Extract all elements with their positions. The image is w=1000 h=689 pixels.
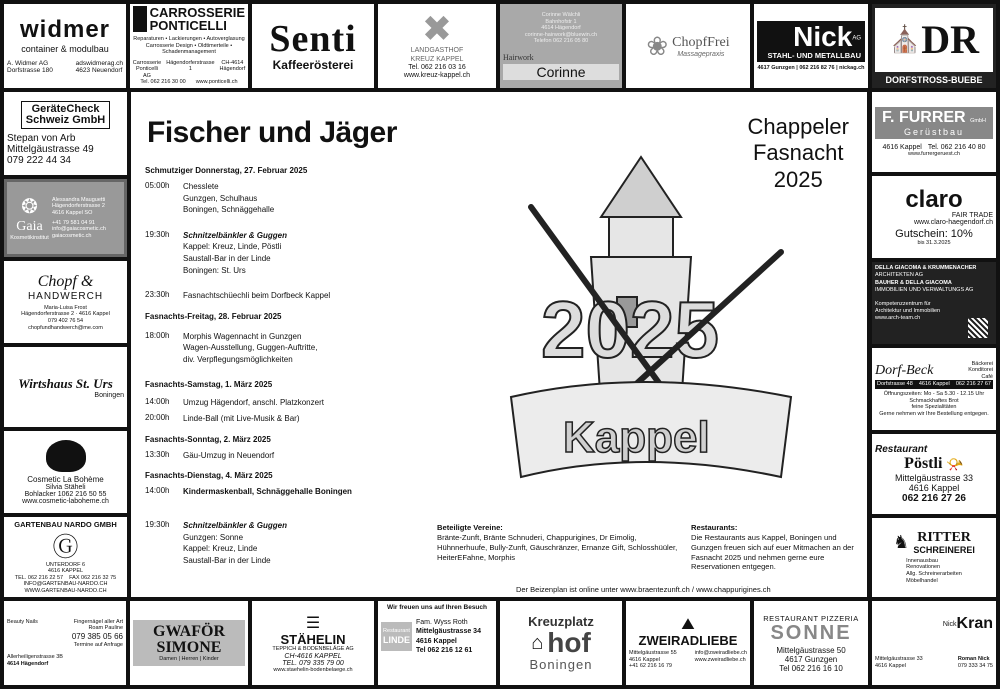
event-row: 14:00h Umzug Hägendorf, anschl. Platzkonzert (145, 396, 324, 407)
beizenplan-link[interactable]: Der Beizenplan ist online unter www.braentezunft.ch / www.chappurigines.ch (516, 585, 771, 594)
event-row: 14:00h Kindermaskenball, Schnäggehalle Boningen (145, 486, 352, 497)
logo-word: Kappel (563, 413, 710, 462)
ad-f-furrer: F. FURRER GmbH Gerüstbau 4616 Kappel Tel. 062 216 40 80 www.furrergeruest.ch (872, 92, 996, 172)
ad-chopf-handwerk: Chopf & HANDWERCH Maria-Luisa Frost Hägendorferstrasse 2 · 4616 Kappel 079 402 76 54 chopfundhandwerch@me.com (4, 261, 127, 343)
ad-corinne: Corinne Wälchli Bahnhofstr 1 4614 Hägendorf corinne-hairwork@bluewin.ch Telefon 062 216 05 80 Hairwork Corinne (500, 4, 622, 88)
ad-beauty-nails: Beauty Nails Fingernägel aller Art Roam Pauline 079 385 05 66 Termine auf Anfrage Allerheiligenstrasse 3B 4614 Hägendorf (4, 601, 126, 685)
fasnacht-illustration (491, 147, 801, 487)
logo-year: 2025 (541, 285, 719, 374)
cross-icon: ✖ (421, 8, 453, 50)
ad-wirtshaus-st-urs: Wirtshaus St. Urs Boningen (4, 347, 127, 427)
ad-dorf-beck: Dorf-Beck Bäckerei Konditorei Café Dorfstrasse 48 4616 Kappel 062 216 27 67 Öffnungszeiten: Mo - Sa 5.30 - 12.15 Uhr Schmackhaftes Brot feine Spezialitäten Gerne nehmen wir Ihre Bestellung entgegen. (872, 348, 996, 430)
day-heading: Fasnachts-Samstag, 1. März 2025 (145, 379, 273, 389)
qr-code-icon (968, 318, 988, 338)
posthorn-icon: 📯 (946, 455, 964, 472)
ad-chopffrei: ❀ ChopfFrei Massagepraxis (626, 4, 750, 88)
ponticelli-logo-icon (133, 6, 147, 32)
barn-icon: ⌂ (531, 631, 544, 654)
event-row: 18:00h Morphis Wagennacht in Gunzgen Wagen-Ausstellung, Guggen-Auftritte, div. Verpflegungsmöglichkeiten (145, 330, 318, 364)
ad-gaia: ❂ Gaia Kosmetikinstitut Alessandra Mauguetti Hägendorferstrasse 2 4616 Kappel SO +41 79 581 04 91 info@gaiacosmetic.ch gaiacosmetic.ch (4, 179, 127, 257)
event-row: 05:00h Chesslete Gunzgen, Schulhaus Boningen, Schnäggehalle (145, 181, 275, 215)
restaurants-section: Restaurants: Die Restaurants aus Kappel, Boningen und Gunzgen freuen sich auf euer Mitmachen an der Fasnacht 2025 und nehmen gerne eure Reservationen entgegen. (691, 523, 854, 572)
day-heading: Fasnachts-Freitag, 28. Februar 2025 (145, 311, 282, 321)
ad-carrosserie-ponticelli: CARROSSERIE PONTICELLI Reparaturen • Lackierungen • Autoverglasung Carrosserie Design • Oldtimerteile • Schadenmanagement Carrosserie Ponticelli AG Hägendorferstrasse 1 CH-4614 Hägendorf Tel. 062 216 30 00 www.ponticelli.ch (130, 4, 248, 88)
nardo-logo-icon: Ⓖ (52, 532, 79, 562)
church-icon: ⛪ (888, 24, 922, 54)
day-heading: Fasnachts-Sonntag, 2. März 2025 (145, 434, 271, 444)
ad-zweiradliebe: ⛰ ZWEIRADLIEBE Mittelgäustrasse 55 4616 Kappel +41 62 216 16 79 info@zweiradliebe.ch www.zweiradliebe.ch (626, 601, 750, 685)
ad-landgasthof-kreuz: ✖ LANDGASTHOF KREUZ KAPPEL Tel. 062 216 03 16 www.kreuz-kappel.ch (378, 4, 496, 88)
event-row: 13:30h Gäu-Umzug in Neuendorf (145, 449, 275, 460)
event-row: 19:30h Schnitzelbänkler & Guggen Kappel: Kreuz, Linde, Pöstli Saustall-Bar in der Linde Boningen: St. Urs (145, 229, 288, 275)
knight-icon: ♞ (893, 532, 910, 553)
event-row: 19:30h Schnitzelbänkler & Guggen Gunzgen: Sonne Kappel: Kreuz, Linde Saustall-Bar in der Linde (145, 519, 288, 565)
lips-icon (46, 440, 86, 472)
ad-gartenbau-nardo: GARTENBAU NARDO GMBH Ⓖ UNTERDORF 6 4616 KAPPEL TEL. 062 216 22 57 FAX 062 216 32 75 INFO@GARTENBAU-NARDO.CH WWW.GARTENBAU-NARDO.CH (4, 517, 127, 597)
ad-widmer: widmer container & modulbau A. Widmer AG Dorfstrasse 180 adswidmerag.ch 4623 Neuendorf (4, 4, 126, 88)
ad-kreuzplatz-hof: Kreuzplatz ⌂ hof Boningen (500, 601, 622, 685)
ad-staehelin: ☰ STÄHELIN TEPPICH & BODENBELÄGE AG CH-4616 KAPPEL TEL. 079 335 79 00 www.staehelin-bodenbelaege.ch (252, 601, 374, 685)
staehelin-logo-icon: ☰ (305, 614, 321, 632)
day-heading: Schmutziger Donnerstag, 27. Februar 2025 (145, 166, 308, 175)
ad-dorfstross-buebe: ⛪ DR DORFSTROSS-BUEBE (872, 4, 996, 88)
ad-pizzeria-sonne: RESTAURANT PIZZERIA SONNE Mittelgäustrasse 50 4617 Gunzgen Tel 062 216 16 10 (754, 601, 868, 685)
day-heading: Fasnachts-Dienstag, 4. März 2025 (145, 471, 273, 481)
ad-nick: Nick$^{AG}$ STAHL- UND METALLBAU 4617 Gunzgen | 062 216 82 76 | nickag.ch (754, 4, 868, 88)
lotus-icon: ❀ (646, 30, 669, 61)
ad-nick-kran: Nick Kran Mittelgäustrasse 33 4616 Kappel Roman Nick 079 333 34 75 (872, 601, 996, 685)
ad-senti: Senti Kaffeerösterei (252, 4, 374, 88)
ad-restaurant-linde: Wir freuen uns auf Ihren Besuch Restaurant LINDE Fam. Wyss Roth Mittelgäustrasse 34 4616 Kappel Tel 062 216 12 61 (378, 601, 496, 685)
ad-ritter-schreinerei: ♞ RITTER SCHREINEREI Innenausbau Renovationen Allg. Schreinerarbeiten Möbelhandel (872, 518, 996, 597)
schedule (145, 162, 445, 566)
event-heading: Chappeler Fasnacht 2025 (747, 114, 849, 192)
ad-restaurant-poestli: Restaurant Pöstli 📯 Mittelgäustrasse 33 4616 Kappel 062 216 27 26 (872, 434, 996, 514)
vereine-section: Beteiligte Vereine: Bränte-Zunft, Bränte Schnuderi, Chappurigines, Dr Eimolig, Hühnnerhuufe, Bully-Zunft, Gäuschränzer, Ernanze Gift, Schlosshüüler, HeiterEFahne, Morphis (437, 523, 678, 562)
ad-gwafoer-simone: GWAFÖR SIMONE Damen | Herren | Kinder (130, 601, 248, 685)
mountain-icon: ⛰ (681, 616, 695, 634)
shell-icon: ❂ (21, 196, 38, 219)
main-content (131, 92, 867, 597)
page-title: Fischer und Jäger (147, 116, 397, 149)
ad-geraetecheck: GeräteCheck Schweiz GmbH Stepan von Arb Mittelgäustrasse 49 079 222 44 34 (4, 92, 127, 175)
ad-della-giacoma: DELLA GIACOMA & KRUMMENACHER ARCHITEKTEN AG BAUHER & DELLA GIACOMA IMMOBILIEN UND VERWALTUNGS AG Kompetenzzentrum für Architektur und Immobilien www.arch-team.ch (872, 262, 996, 344)
event-row: 23:30h Fasnachtschüechli beim Dorfbeck Kappel (145, 290, 331, 301)
ad-claro: claro FAIR TRADE www.claro-haegendorf.ch Gutschein: 10% bis 31.3.2025 (872, 176, 996, 258)
ad-cosmetic-la-boheme: Cosmetic La Bohème Silvia Stäheli Bohlacker 1062 216 50 55 www.cosmetic-laboheme.ch (4, 431, 127, 513)
event-row: 20:00h Linde-Ball (mit Live-Musik & Bar) (145, 413, 300, 424)
